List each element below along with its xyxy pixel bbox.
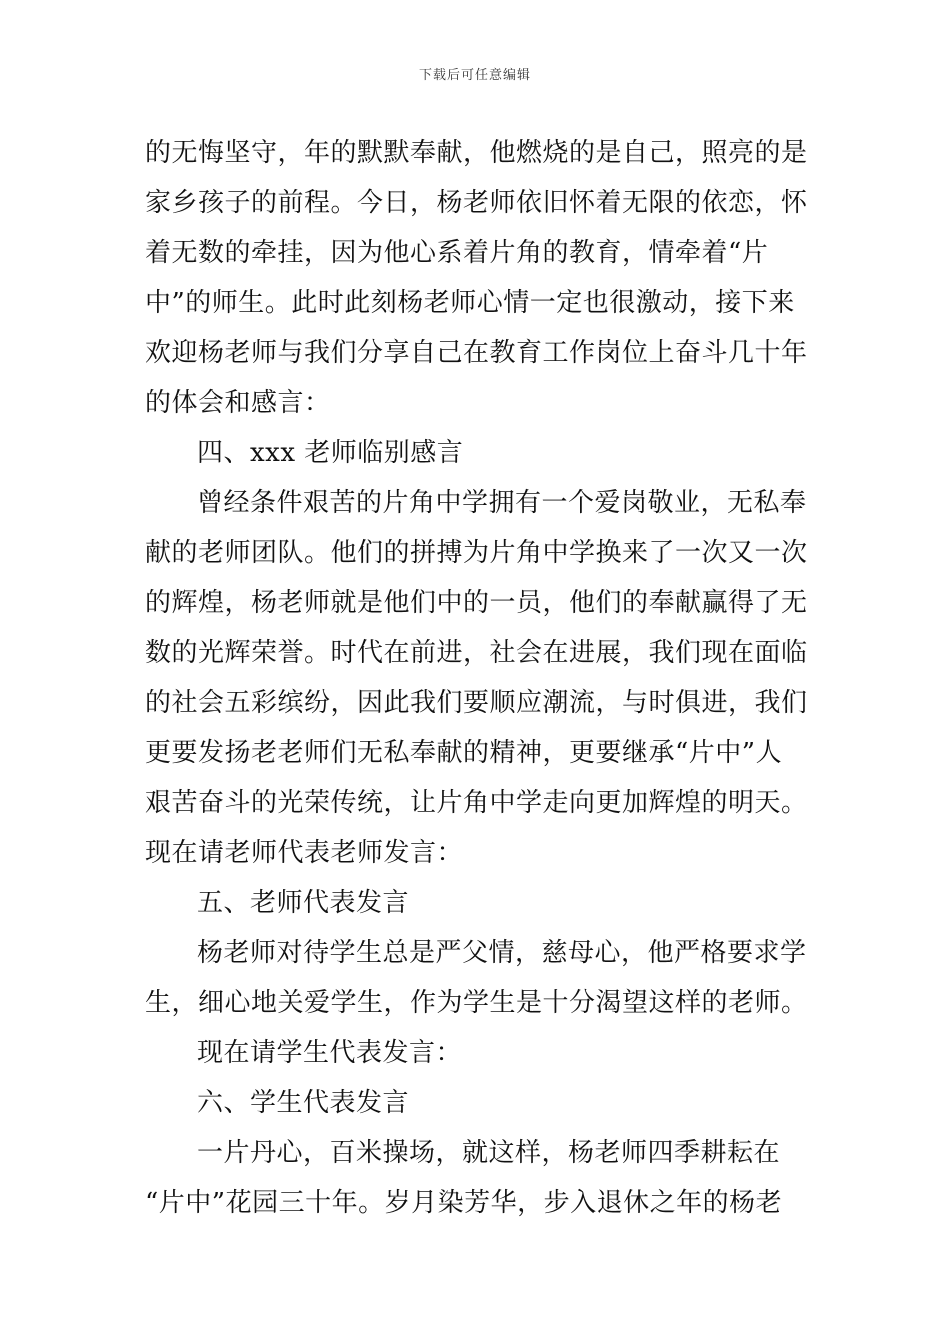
text-line: 的无悔坚守，年的默默奉献，他燃烧的是自己，照亮的是 (145, 138, 808, 168)
text-line: 现在请学生代表发言： (197, 1038, 463, 1068)
text-line: 更要发扬老老师们无私奉献的精神，更要继承“片中”人 (145, 738, 783, 768)
text-line: 数的光辉荣誉。时代在前进，社会在进展，我们现在面临 (145, 638, 808, 668)
text-line: 欢迎杨老师与我们分享自己在教育工作岗位上奋斗几十年 (145, 338, 808, 368)
text-line: 的社会五彩缤纷，因此我们要顺应潮流，与时俱进，我们 (145, 688, 808, 718)
text-line: 曾经条件艰苦的片角中学拥有一个爱岗敬业，无私奉 (197, 488, 807, 518)
text-line: 一片丹心，百米操场，就这样，杨老师四季耕耘在 (197, 1138, 781, 1168)
text-line: “片中”花园三十年。岁月染芳华，步入退休之年的杨老 (145, 1188, 783, 1218)
page-header: 下载后可任意编辑 (418, 68, 531, 83)
text-line: 的辉煌，杨老师就是他们中的一员，他们的奉献赢得了无 (145, 588, 808, 618)
document-body (145, 128, 810, 1228)
text-line: 献的老师团队。他们的拼搏为片角中学换来了一次又一次 (145, 538, 808, 568)
text-line: 中”的师生。此时此刻杨老师心情一定也很激动，接下来 (145, 288, 795, 318)
section-heading: 四、xxx 老师临别感言 (197, 438, 464, 468)
text-line: 艰苦奋斗的光荣传统，让片角中学走向更加辉煌的明天。 (145, 788, 808, 818)
text-line: 现在请老师代表老师发言： (145, 838, 464, 868)
section-heading: 六、学生代表发言 (197, 1088, 410, 1118)
section-heading: 五、老师代表发言 (197, 888, 410, 918)
text-line: 着无数的牵挂，因为他心系着片角的教育，情牵着“片 (145, 238, 769, 268)
text-line: 家乡孩子的前程。今日，杨老师依旧怀着无限的依恋，怀 (145, 188, 808, 218)
text-line: 生，细心地关爱学生，作为学生是十分渴望这样的老师。 (145, 988, 808, 1018)
text-line: 杨老师对待学生总是严父情，慈母心，他严格要求学 (197, 938, 807, 968)
text-line: 的体会和感言： (145, 388, 331, 418)
